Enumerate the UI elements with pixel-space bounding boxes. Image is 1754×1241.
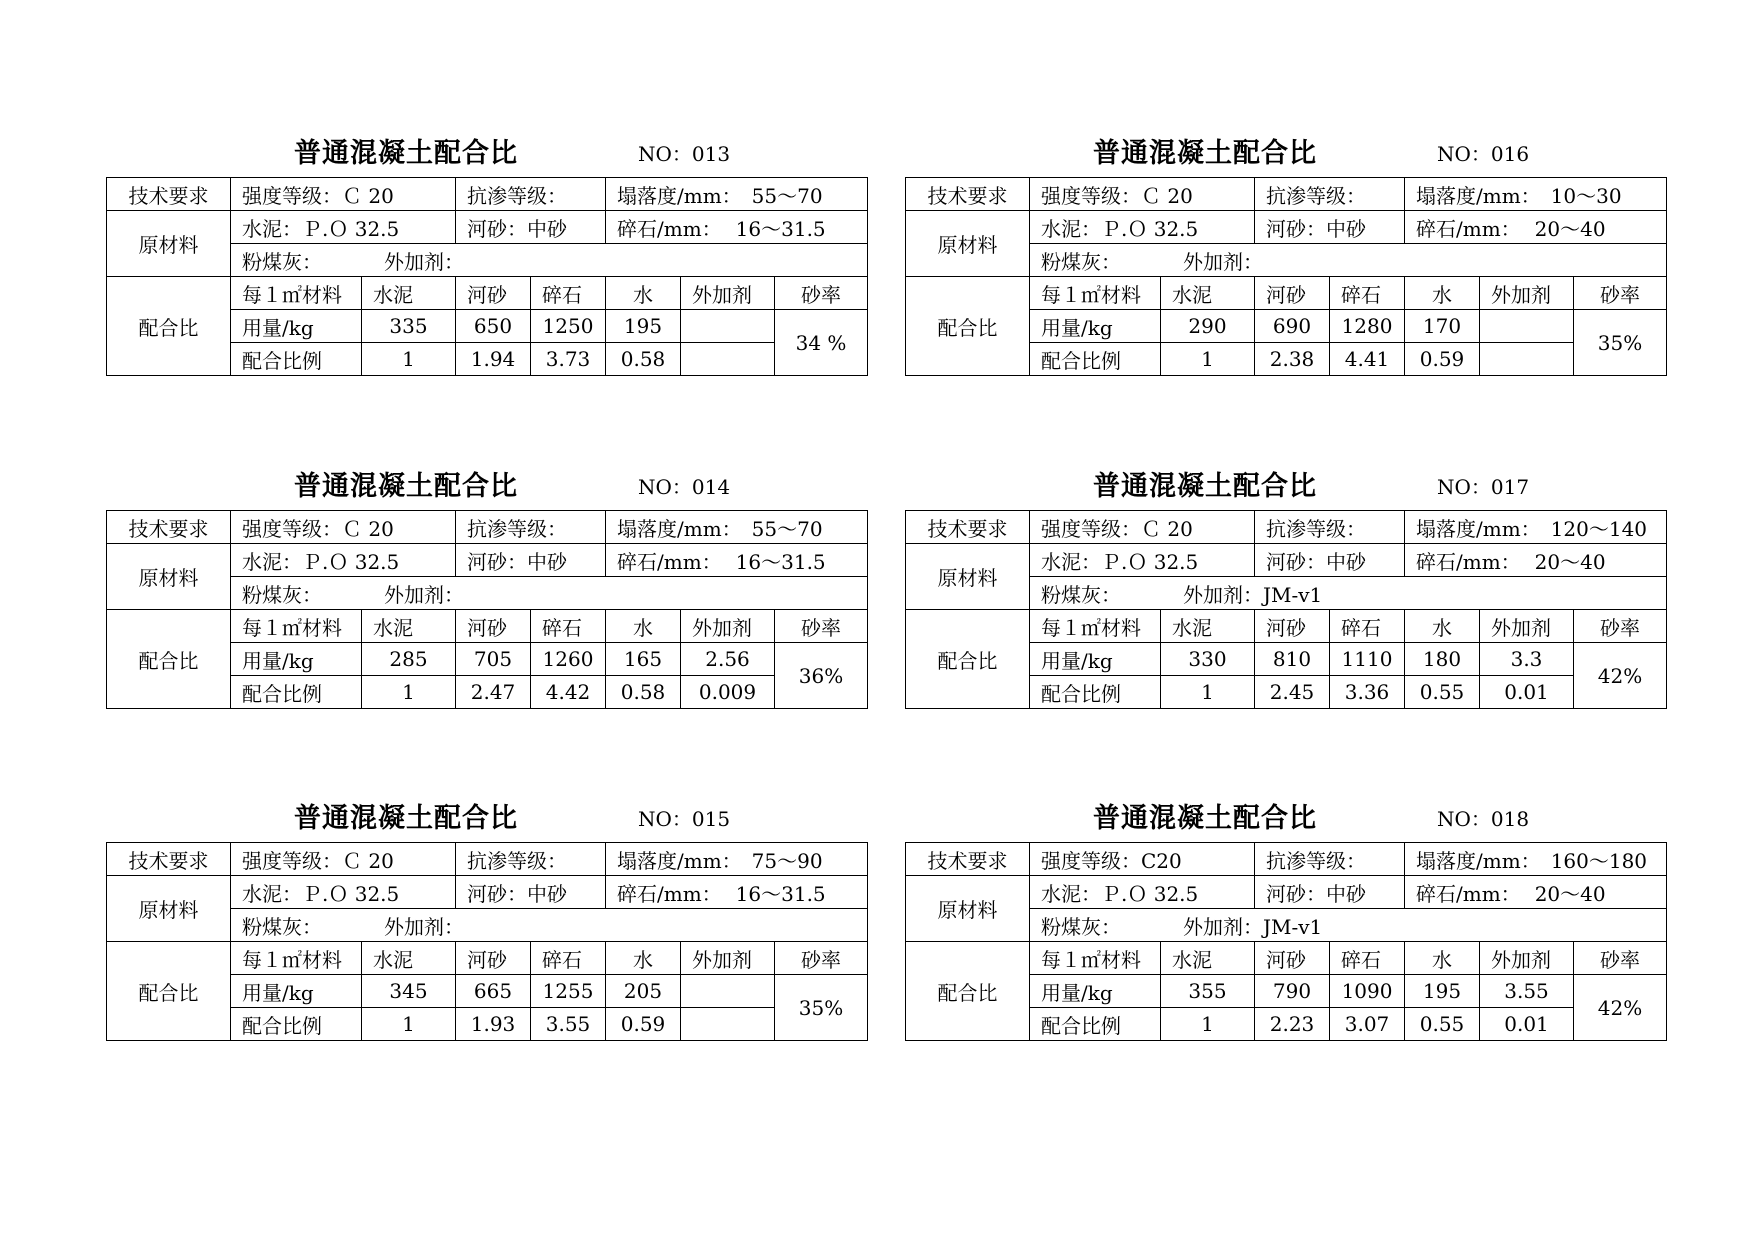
block-title: 普通混凝土配合比 (294, 803, 518, 834)
ratio-admixture: 0.01 (1480, 1008, 1574, 1041)
block-number: NO：017 (1437, 475, 1530, 499)
col-sand-rate: 砂率 (1574, 942, 1667, 975)
col-gravel: 碎石 (1330, 610, 1405, 643)
col-sand: 河砂 (1255, 942, 1330, 975)
amount-sand: 810 (1255, 643, 1330, 676)
col-water: 水 (606, 942, 681, 975)
amount-label: 用量/kg (1030, 975, 1161, 1008)
amount-admixture (681, 975, 775, 1008)
block-title: 普通混凝土配合比 (1093, 138, 1317, 169)
mix-block (106, 460, 867, 709)
slump-label: 塌落度/mm： (617, 848, 742, 873)
slump-value: 160～180 (1550, 848, 1648, 873)
mix-block (905, 127, 1666, 376)
col-water: 水 (1405, 277, 1480, 310)
ratio-sand: 1.93 (456, 1008, 531, 1041)
tech-req-label: 技术要求 (906, 178, 1030, 211)
tech-req-label: 技术要求 (906, 843, 1030, 876)
gravel-value: 16～31.5 (735, 216, 826, 241)
block-header (106, 127, 867, 177)
ratio-water: 0.58 (606, 343, 681, 376)
gravel-label: 碎石/mm： (617, 216, 722, 241)
ratio-sand: 1.94 (456, 343, 531, 376)
impermeability-grade: 抗渗等级： (456, 511, 606, 544)
amount-cement: 330 (1161, 643, 1255, 676)
col-sand-rate: 砂率 (775, 277, 868, 310)
col-gravel: 碎石 (1330, 942, 1405, 975)
gravel-cell (606, 544, 868, 577)
amount-sand: 665 (456, 975, 531, 1008)
slump-label: 塌落度/mm： (617, 183, 742, 208)
strength-grade: 强度等级：Ｃ 20 (1030, 178, 1255, 211)
raw-material-label: 原材料 (906, 544, 1030, 610)
additive-cell (1030, 909, 1667, 942)
gravel-value: 20～40 (1534, 881, 1606, 906)
ratio-cement: 1 (1161, 1008, 1255, 1041)
sand-type: 河砂：中砂 (456, 211, 606, 244)
block-number: NO：016 (1437, 142, 1530, 166)
raw-material-row (906, 211, 1667, 244)
impermeability-grade: 抗渗等级： (456, 843, 606, 876)
admixture-label: 外加剂：JM-v1 (1183, 582, 1323, 607)
amount-cement: 345 (362, 975, 456, 1008)
mix-table (106, 510, 868, 709)
tech-req-label: 技术要求 (107, 843, 231, 876)
block-header (905, 127, 1666, 177)
block-header (106, 792, 867, 842)
col-cement: 水泥 (1161, 942, 1255, 975)
amount-cement: 290 (1161, 310, 1255, 343)
flyash-label: 粉煤灰： (1041, 914, 1121, 939)
strength-grade: 强度等级：Ｃ 20 (231, 511, 456, 544)
flyash-label: 粉煤灰： (1041, 582, 1121, 607)
amount-gravel: 1110 (1330, 643, 1405, 676)
block-title: 普通混凝土配合比 (294, 471, 518, 502)
cement-type: 水泥：Ｐ.Ｏ 32.5 (231, 211, 456, 244)
ratio-label: 配合比例 (231, 343, 362, 376)
col-sand: 河砂 (456, 942, 531, 975)
block-title: 普通混凝土配合比 (294, 138, 518, 169)
slump-cell (1405, 843, 1667, 876)
mix-block (905, 460, 1666, 709)
gravel-label: 碎石/mm： (617, 549, 722, 574)
amount-water: 180 (1405, 643, 1480, 676)
col-cement: 水泥 (362, 942, 456, 975)
amount-cement: 285 (362, 643, 456, 676)
flyash-label: 粉煤灰： (242, 249, 322, 274)
col-cement: 水泥 (362, 277, 456, 310)
mix-table (905, 842, 1667, 1041)
ratio-label: 配合比例 (1030, 1008, 1161, 1041)
impermeability-grade: 抗渗等级： (1255, 511, 1405, 544)
sand-type: 河砂：中砂 (456, 544, 606, 577)
tech-req-label: 技术要求 (906, 511, 1030, 544)
amount-water: 170 (1405, 310, 1480, 343)
raw-material-label: 原材料 (906, 211, 1030, 277)
mix-header-row (906, 942, 1667, 975)
block-header (106, 460, 867, 510)
col-gravel: 碎石 (531, 942, 606, 975)
ratio-cement: 1 (1161, 343, 1255, 376)
sand-rate-value: 36% (775, 643, 868, 709)
raw-material-row (107, 544, 868, 577)
ratio-admixture (1480, 343, 1574, 376)
gravel-label: 碎石/mm： (1416, 881, 1521, 906)
col-admixture: 外加剂 (681, 277, 775, 310)
amount-gravel: 1280 (1330, 310, 1405, 343)
admixture-label: 外加剂：JM-v1 (1183, 914, 1323, 939)
slump-label: 塌落度/mm： (1416, 183, 1541, 208)
ratio-gravel: 4.42 (531, 676, 606, 709)
gravel-value: 20～40 (1534, 549, 1606, 574)
per-m3-label: 每１㎡材料 (231, 610, 362, 643)
per-m3-label: 每１㎡材料 (1030, 610, 1161, 643)
raw-material-row (906, 544, 1667, 577)
impermeability-grade: 抗渗等级： (1255, 178, 1405, 211)
mix-header-row (906, 277, 1667, 310)
gravel-value: 20～40 (1534, 216, 1606, 241)
ratio-cement: 1 (1161, 676, 1255, 709)
slump-cell (606, 178, 868, 211)
additive-cell (1030, 244, 1667, 277)
col-admixture: 外加剂 (1480, 942, 1574, 975)
ratio-admixture (681, 1008, 775, 1041)
gravel-value: 16～31.5 (735, 549, 826, 574)
ratio-gravel: 4.41 (1330, 343, 1405, 376)
mix-header-row (107, 610, 868, 643)
sand-rate-value: 42% (1574, 975, 1667, 1041)
ratio-cement: 1 (362, 1008, 456, 1041)
mix-ratio-label: 配合比 (906, 942, 1030, 1041)
col-admixture: 外加剂 (681, 610, 775, 643)
flyash-label: 粉煤灰： (242, 914, 322, 939)
mix-table (905, 510, 1667, 709)
ratio-label: 配合比例 (1030, 343, 1161, 376)
tech-req-row (906, 843, 1667, 876)
amount-label: 用量/kg (1030, 310, 1161, 343)
sand-rate-value: 42% (1574, 643, 1667, 709)
ratio-admixture (681, 343, 775, 376)
sand-rate-value: 35% (1574, 310, 1667, 376)
per-m3-label: 每１㎡材料 (231, 942, 362, 975)
ratio-label: 配合比例 (231, 676, 362, 709)
amount-cement: 355 (1161, 975, 1255, 1008)
block-header (905, 792, 1666, 842)
admixture-label: 外加剂： (384, 582, 464, 607)
amount-sand: 705 (456, 643, 531, 676)
raw-material-row (107, 876, 868, 909)
block-number: NO：013 (638, 142, 731, 166)
tech-req-row (906, 511, 1667, 544)
col-sand: 河砂 (456, 277, 531, 310)
flyash-label: 粉煤灰： (1041, 249, 1121, 274)
amount-admixture (681, 310, 775, 343)
ratio-water: 0.55 (1405, 676, 1480, 709)
amount-admixture: 3.3 (1480, 643, 1574, 676)
mix-ratio-label: 配合比 (906, 277, 1030, 376)
slump-label: 塌落度/mm： (1416, 848, 1541, 873)
ratio-gravel: 3.73 (531, 343, 606, 376)
additive-cell (231, 909, 868, 942)
col-sand: 河砂 (1255, 610, 1330, 643)
amount-admixture: 3.55 (1480, 975, 1574, 1008)
block-number: NO：014 (638, 475, 731, 499)
impermeability-grade: 抗渗等级： (1255, 843, 1405, 876)
amount-water: 205 (606, 975, 681, 1008)
ratio-water: 0.59 (606, 1008, 681, 1041)
additive-cell (231, 244, 868, 277)
amount-label: 用量/kg (231, 643, 362, 676)
ratio-water: 0.58 (606, 676, 681, 709)
slump-value: 55～70 (751, 183, 823, 208)
tech-req-label: 技术要求 (107, 178, 231, 211)
gravel-cell (1405, 876, 1667, 909)
amount-sand: 650 (456, 310, 531, 343)
per-m3-label: 每１㎡材料 (1030, 277, 1161, 310)
flyash-label: 粉煤灰： (242, 582, 322, 607)
col-water: 水 (1405, 942, 1480, 975)
ratio-sand: 2.47 (456, 676, 531, 709)
mix-block (106, 792, 867, 1041)
ratio-gravel: 3.07 (1330, 1008, 1405, 1041)
tech-req-row (107, 178, 868, 211)
strength-grade: 强度等级：Ｃ 20 (231, 178, 456, 211)
raw-material-label: 原材料 (107, 544, 231, 610)
col-water: 水 (1405, 610, 1480, 643)
amount-label: 用量/kg (231, 975, 362, 1008)
tech-req-label: 技术要求 (107, 511, 231, 544)
amount-water: 195 (1405, 975, 1480, 1008)
amount-gravel: 1090 (1330, 975, 1405, 1008)
sand-type: 河砂：中砂 (456, 876, 606, 909)
per-m3-label: 每１㎡材料 (231, 277, 362, 310)
col-sand-rate: 砂率 (775, 610, 868, 643)
ratio-water: 0.59 (1405, 343, 1480, 376)
col-sand: 河砂 (456, 610, 531, 643)
ratio-sand: 2.45 (1255, 676, 1330, 709)
slump-label: 塌落度/mm： (617, 516, 742, 541)
block-header (905, 460, 1666, 510)
cement-type: 水泥：Ｐ.Ｏ 32.5 (231, 876, 456, 909)
col-admixture: 外加剂 (1480, 610, 1574, 643)
ratio-gravel: 3.55 (531, 1008, 606, 1041)
sand-rate-value: 35% (775, 975, 868, 1041)
col-admixture: 外加剂 (1480, 277, 1574, 310)
col-cement: 水泥 (362, 610, 456, 643)
mix-ratio-label: 配合比 (107, 942, 231, 1041)
col-gravel: 碎石 (1330, 277, 1405, 310)
mix-header-row (107, 277, 868, 310)
raw-material-label: 原材料 (107, 876, 231, 942)
slump-cell (606, 511, 868, 544)
amount-gravel: 1250 (531, 310, 606, 343)
gravel-cell (606, 876, 868, 909)
sand-type: 河砂：中砂 (1255, 211, 1405, 244)
slump-cell (606, 843, 868, 876)
sand-type: 河砂：中砂 (1255, 544, 1405, 577)
sand-rate-value: 34 % (775, 310, 868, 376)
cement-type: 水泥：Ｐ.Ｏ 32.5 (231, 544, 456, 577)
tech-req-row (906, 178, 1667, 211)
admixture-label: 外加剂： (384, 249, 464, 274)
mix-block (905, 792, 1666, 1041)
amount-admixture (1480, 310, 1574, 343)
slump-value: 55～70 (751, 516, 823, 541)
slump-cell (1405, 178, 1667, 211)
amount-sand: 690 (1255, 310, 1330, 343)
cement-type: 水泥：Ｐ.Ｏ 32.5 (1030, 876, 1255, 909)
gravel-label: 碎石/mm： (617, 881, 722, 906)
admixture-label: 外加剂： (1183, 249, 1263, 274)
slump-cell (1405, 511, 1667, 544)
additive-cell (231, 577, 868, 610)
gravel-label: 碎石/mm： (1416, 216, 1521, 241)
slump-label: 塌落度/mm： (1416, 516, 1541, 541)
col-gravel: 碎石 (531, 610, 606, 643)
col-water: 水 (606, 610, 681, 643)
per-m3-label: 每１㎡材料 (1030, 942, 1161, 975)
gravel-cell (1405, 544, 1667, 577)
raw-material-row (906, 876, 1667, 909)
ratio-gravel: 3.36 (1330, 676, 1405, 709)
strength-grade: 强度等级：Ｃ 20 (1030, 511, 1255, 544)
tech-req-row (107, 843, 868, 876)
amount-gravel: 1255 (531, 975, 606, 1008)
mix-ratio-label: 配合比 (906, 610, 1030, 709)
col-sand-rate: 砂率 (775, 942, 868, 975)
mix-header-row (107, 942, 868, 975)
raw-material-row (107, 211, 868, 244)
col-sand-rate: 砂率 (1574, 277, 1667, 310)
slump-value: 75～90 (751, 848, 823, 873)
ratio-label: 配合比例 (231, 1008, 362, 1041)
ratio-admixture: 0.009 (681, 676, 775, 709)
ratio-water: 0.55 (1405, 1008, 1480, 1041)
tech-req-row (107, 511, 868, 544)
ratio-cement: 1 (362, 676, 456, 709)
col-gravel: 碎石 (531, 277, 606, 310)
block-title: 普通混凝土配合比 (1093, 471, 1317, 502)
amount-gravel: 1260 (531, 643, 606, 676)
block-title: 普通混凝土配合比 (1093, 803, 1317, 834)
block-number: NO：015 (638, 807, 731, 831)
gravel-cell (1405, 211, 1667, 244)
amount-label: 用量/kg (1030, 643, 1161, 676)
impermeability-grade: 抗渗等级： (456, 178, 606, 211)
mix-ratio-label: 配合比 (107, 277, 231, 376)
col-sand: 河砂 (1255, 277, 1330, 310)
raw-material-label: 原材料 (107, 211, 231, 277)
col-water: 水 (606, 277, 681, 310)
amount-water: 165 (606, 643, 681, 676)
cement-type: 水泥：Ｐ.Ｏ 32.5 (1030, 211, 1255, 244)
amount-cement: 335 (362, 310, 456, 343)
slump-value: 120～140 (1550, 516, 1648, 541)
gravel-label: 碎石/mm： (1416, 549, 1521, 574)
slump-value: 10～30 (1550, 183, 1622, 208)
col-sand-rate: 砂率 (1574, 610, 1667, 643)
mix-table (106, 177, 868, 376)
ratio-sand: 2.38 (1255, 343, 1330, 376)
additive-cell (1030, 577, 1667, 610)
raw-material-label: 原材料 (906, 876, 1030, 942)
ratio-label: 配合比例 (1030, 676, 1161, 709)
gravel-value: 16～31.5 (735, 881, 826, 906)
cement-type: 水泥：Ｐ.Ｏ 32.5 (1030, 544, 1255, 577)
strength-grade: 强度等级：C20 (1030, 843, 1255, 876)
block-number: NO：018 (1437, 807, 1530, 831)
amount-label: 用量/kg (231, 310, 362, 343)
col-cement: 水泥 (1161, 277, 1255, 310)
ratio-sand: 2.23 (1255, 1008, 1330, 1041)
gravel-cell (606, 211, 868, 244)
mix-header-row (906, 610, 1667, 643)
sand-type: 河砂：中砂 (1255, 876, 1405, 909)
mix-table (905, 177, 1667, 376)
mix-ratio-label: 配合比 (107, 610, 231, 709)
mix-block (106, 127, 867, 376)
col-cement: 水泥 (1161, 610, 1255, 643)
strength-grade: 强度等级：Ｃ 20 (231, 843, 456, 876)
ratio-cement: 1 (362, 343, 456, 376)
amount-water: 195 (606, 310, 681, 343)
col-admixture: 外加剂 (681, 942, 775, 975)
ratio-admixture: 0.01 (1480, 676, 1574, 709)
amount-admixture: 2.56 (681, 643, 775, 676)
admixture-label: 外加剂： (384, 914, 464, 939)
amount-sand: 790 (1255, 975, 1330, 1008)
mix-table (106, 842, 868, 1041)
